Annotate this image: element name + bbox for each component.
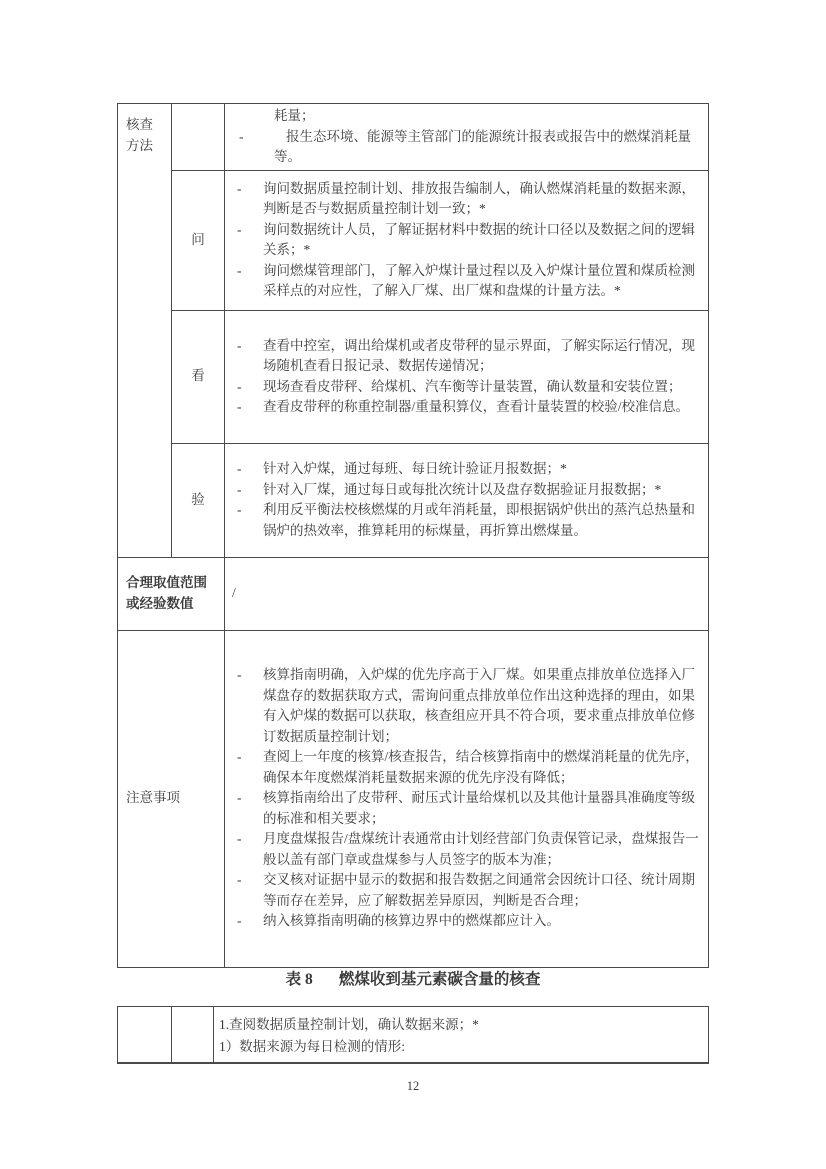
row-header-notes: [118, 631, 225, 967]
dash-marker: -: [237, 913, 242, 929]
bullet-text: 查看皮带秤的称重控制器/重量积算仪，查看计量装置的校验/校准信息。: [263, 399, 690, 414]
carryover-line: 耗量；: [274, 108, 315, 123]
continuation-content-cell: [225, 104, 708, 171]
table8-col2-cell: [172, 1007, 214, 1062]
bullet-item: [237, 336, 700, 377]
table8-content-cell: [214, 1007, 708, 1062]
bullet-text: 交叉核对证据中显示的数据和报告数据之间通常会因统计口径、统计周期等而存在差异，应了解数据差异原因，判断是否合理；: [263, 872, 695, 908]
table8-caption-title: 燃煤收到基元素碳含量的核查: [338, 971, 541, 988]
row-header-label-line2: 或经验数值: [126, 595, 194, 611]
verification-method-table: [117, 103, 709, 968]
dash-marker: -: [237, 749, 242, 765]
method-label-verify: [172, 444, 225, 558]
row-header-label: 注意事项: [126, 790, 180, 806]
bullet-item: [237, 480, 700, 501]
bullet-item: [237, 911, 700, 932]
dash-marker: -: [237, 378, 242, 394]
bullet-text: 针对入厂煤，通过每日或每批次统计以及盘存数据验证月报数据；*: [263, 481, 662, 497]
bullet-text: 针对入炉煤，通过每班、每日统计验证月报数据；*: [263, 461, 567, 476]
table8-col1-cell: [118, 1007, 172, 1062]
method-label-text: 问: [191, 231, 205, 247]
method-look-content-cell: [225, 311, 708, 444]
bullet-text: 询问数据质量控制计划、排放报告编制人，确认燃煤消耗量的数据来源，判断是否与数据质量控制计划一致；*: [263, 180, 695, 216]
bullet-text: 月度盘煤报告/盘煤统计表通常由计划经营部门负责保管记录，盘煤报告一般以盖有部门章或盘煤参与人员签字的版本为准；: [263, 831, 699, 867]
notes-content-cell: [225, 631, 708, 967]
elemental-carbon-table: [117, 1006, 709, 1064]
bullet-item: [237, 500, 700, 541]
dash-marker: -: [237, 461, 242, 476]
bullet-item: [237, 829, 700, 870]
table8-caption: [0, 969, 826, 991]
bullet-text: 现场查看皮带秤、给煤机、汽车衡等计量装置，确认数量和安装位置；: [263, 378, 682, 394]
dash-marker: -: [237, 221, 242, 237]
bullet-text: 利用反平衡法校核燃煤的月或年消耗量，即根据锅炉供出的蒸汽总热量和锅炉的热效率，推算耗用的标煤量，再折算出燃煤量。: [263, 502, 695, 538]
bullet-item: [237, 127, 700, 168]
row-header-value-range: [118, 558, 225, 631]
method-verify-content-cell: [225, 444, 708, 558]
bullet-text: 询问燃煤管理部门，了解入炉煤计量过程以及入炉煤计量位置和煤质检测采样点的对应性，了解入厂煤、出厂煤和盘煤的计量方法。*: [263, 262, 695, 298]
table8-content-line: 1.查阅数据质量控制计划，确认数据来源；*: [219, 1017, 479, 1032]
dash-marker: -: [237, 831, 242, 847]
table8-content-line: 1）数据来源为每日检测的情形:: [219, 1039, 406, 1054]
value-range-text: /: [232, 585, 236, 601]
bullet-text: 核算指南明确，入炉煤的优先序高于入厂煤。如果重点排放单位选择入厂煤盘存的数据获取方式，需询问重点排放单位作出这种选择的理由，如果有入炉煤的数据可以获取，核查组应开具不符合项，要求重点排放单位修订数据质量控制计划；: [263, 667, 695, 744]
bullet-text: 纳入核算指南明确的核算边界中的燃煤都应计入。: [263, 913, 560, 929]
dash-marker: -: [237, 262, 242, 278]
dash-marker: -: [237, 337, 242, 353]
bullet-item: [237, 788, 700, 829]
table8-caption-number: 表 8: [285, 971, 313, 988]
method-label-text: 看: [191, 368, 205, 384]
bullet-text: 询问数据统计人员，了解证据材料中数据的统计口径以及数据之间的逻辑关系；*: [263, 221, 695, 257]
value-range-content-cell: [225, 558, 708, 631]
bullet-item: [237, 377, 700, 398]
method-label-text: 验: [191, 491, 205, 507]
bullet-text: 查看中控室，调出给煤机或者皮带秤的显示界面，了解实际运行情况，现场随机查看日报记录、数据传递情况；: [263, 337, 695, 373]
bullet-text: 查阅上一年度的核算/核查报告，结合核算指南中的燃煤消耗量的优先序，确保本年度燃煤消耗量数据来源的优先序没有降低；: [263, 749, 699, 785]
method-ask-content-cell: [225, 171, 708, 311]
dash-marker: -: [237, 481, 242, 497]
dash-marker: -: [237, 667, 242, 683]
row-header-label-line1: 合理取值范围: [126, 575, 207, 590]
dash-marker: -: [237, 180, 242, 196]
method-label-ask: [172, 171, 225, 311]
dash-marker: -: [237, 790, 242, 806]
bullet-text: 报生态环境、能源等主管部门的能源统计报表或报告中的燃煤消耗量等。: [274, 128, 691, 164]
continuation-label-cell: [172, 104, 225, 171]
dash-marker: -: [237, 502, 242, 517]
dash-marker: -: [239, 128, 244, 144]
bullet-item: [237, 665, 700, 747]
dash-marker: -: [237, 399, 242, 414]
dash-marker: -: [237, 872, 242, 888]
row-header-label: 核查方法: [126, 117, 153, 153]
bullet-text: 核算指南给出了皮带秤、耐压式计量给煤机以及其他计量器具准确度等级的标准和相关要求；: [263, 790, 695, 826]
bullet-item: [237, 459, 700, 480]
row-header-verification-method: [118, 104, 172, 558]
bullet-item: [237, 179, 700, 220]
method-label-look: [172, 311, 225, 444]
bullet-item: [237, 261, 700, 302]
page-number: 12: [406, 1079, 420, 1093]
bullet-item: [237, 747, 700, 788]
bullet-item: [237, 870, 700, 911]
bullet-item: [237, 220, 700, 261]
bullet-item: [237, 397, 700, 418]
